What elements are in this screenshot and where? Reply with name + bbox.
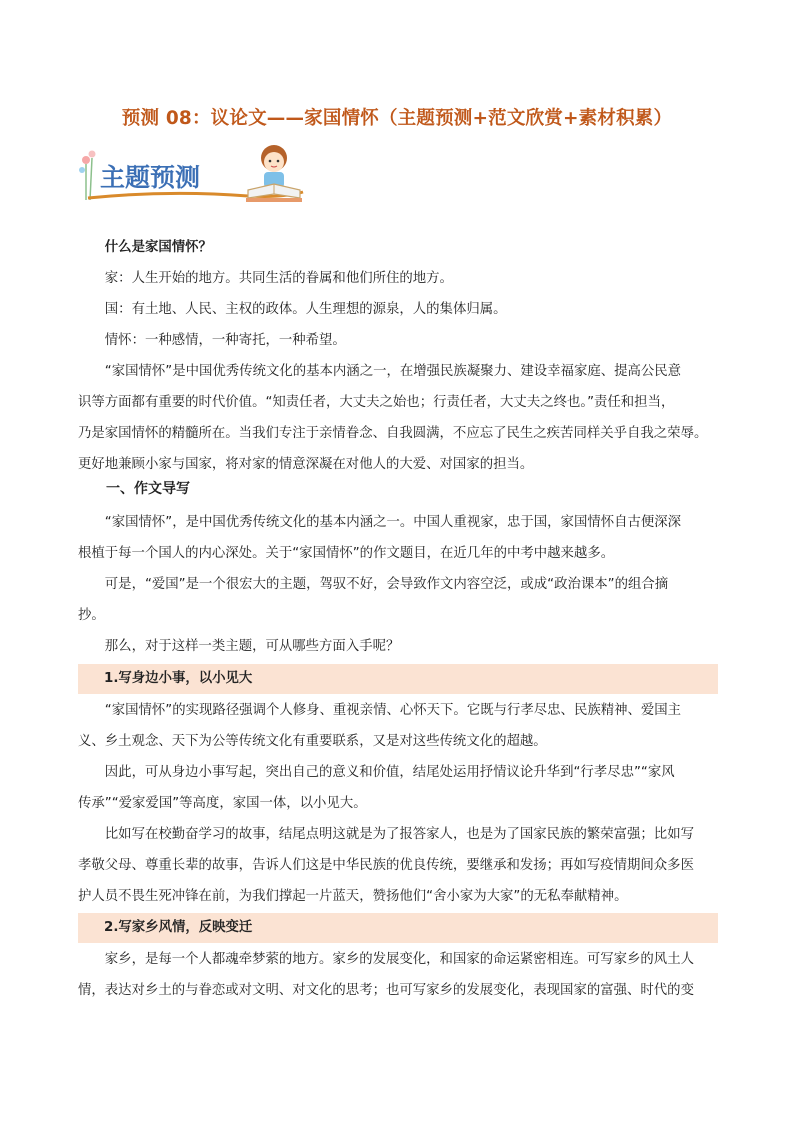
girl-reading-icon <box>246 145 302 202</box>
flower-icon <box>79 151 96 201</box>
topic-prediction-banner <box>78 140 328 210</box>
paragraph-line: 护人员不畏生死冲锋在前，为我们撑起一片蓝天，赞扬他们“舍小家为大家”的无私奉献精神。 <box>78 889 628 904</box>
paragraph-line: “家国情怀”是中国优秀传统文化的基本内涵之一，在增强民族凝聚力、建设幸福家庭、提高公民意 <box>104 364 682 379</box>
intro-question: 什么是家国情怀？ <box>104 240 212 255</box>
paragraph-line: 因此，可从身边小事写起，突出自己的意义和价值，结尾处运用抒情议论升华到“行孝尽忠”“家风 <box>104 765 675 780</box>
paragraph-line: “家国情怀”的实现路径强调个人修身、重视亲情、心怀天下。它既与行孝尽忠、民族精神、爱国主 <box>104 703 682 718</box>
point2-heading-bar <box>78 913 718 943</box>
paragraph-line: 孝敬父母、尊重长辈的故事，告诉人们这是中华民族的优良传统，要继承和发扬；再如写疫情期间众多医 <box>78 858 694 873</box>
paragraph-line: 更好地兼顾小家与国家，将对家的情意深凝在对他人的大爱、对国家的担当。 <box>78 457 534 472</box>
paragraph-line: 乃是家国情怀的精髓所在。当我们专注于亲情眷念、自我圆满，不应忘了民生之疾苦同样关乎自我之荣辱。 <box>78 426 708 441</box>
definition-sentiment: 情怀：一种感情，一种寄托，一种希望。 <box>104 333 346 348</box>
section-heading: 一、作文导写 <box>106 481 190 497</box>
banner-graphic <box>78 140 328 210</box>
point1-body <box>78 695 718 912</box>
point1-heading: 1.写身边小事，以小见大 <box>104 671 253 686</box>
section-writing-guide <box>78 474 718 505</box>
paragraph-line: 义、乡土观念、天下为公等传统文化有重要联系，又是对这些传统文化的超越。 <box>78 734 547 749</box>
paragraph-line: 抄。 <box>78 608 105 623</box>
page-title: 预测 08：议论文——家国情怀（主题预测+范文欣赏+素材积累） <box>121 108 673 129</box>
paragraph-line: 比如写在校勤奋学习的故事，结尾点明这就是为了报答家人，也是为了国家民族的繁荣富强；比如写 <box>104 827 694 842</box>
definition-home: 家：人生开始的地方。共同生活的眷属和他们所住的地方。 <box>104 271 453 286</box>
point1-heading-bar <box>78 664 718 694</box>
banner-label: 主题预测 <box>100 163 201 192</box>
paragraph-line: “家国情怀”，是中国优秀传统文化的基本内涵之一。中国人重视家，忠于国，家国情怀自古便深深 <box>104 515 682 530</box>
intro-block <box>78 232 718 480</box>
paragraph-line: 可是，“爱国”是一个很宏大的主题，驾驭不好，会导致作文内容空泛，或成“政治课本”的组合摘 <box>104 577 669 592</box>
paragraph-line: 识等方面都有重要的时代价值。“知责任者，大丈夫之始也；行责任者，大丈夫之终也。”责任和担当， <box>78 395 675 410</box>
paragraph-line: 家乡，是每一个人都魂牵梦萦的地方。家乡的发展变化，和国家的命运紧密相连。可写家乡的风土人 <box>104 952 694 967</box>
paragraph-line: 情，表达对乡土的与眷恋或对文明、对文化的思考；也可写家乡的发展变化，表现国家的富强、时代的变 <box>78 983 694 998</box>
paragraph-line: 传承”“爱家爱国”等高度，家国一体，以小见大。 <box>78 796 367 811</box>
definition-country: 国：有土地、人民、主权的政体。人生理想的源泉，人的集体归属。 <box>104 302 507 317</box>
paragraph-line: 那么，对于这样一类主题，可从哪些方面入手呢？ <box>104 639 400 654</box>
paragraph-line: 根植于每一个国人的内心深处。关于“家国情怀”的作文题目，在近几年的中考中越来越多。 <box>78 546 615 561</box>
section1-body <box>78 507 718 662</box>
point2-body <box>78 944 718 1006</box>
point2-heading: 2.写家乡风情，反映变迁 <box>104 920 253 935</box>
